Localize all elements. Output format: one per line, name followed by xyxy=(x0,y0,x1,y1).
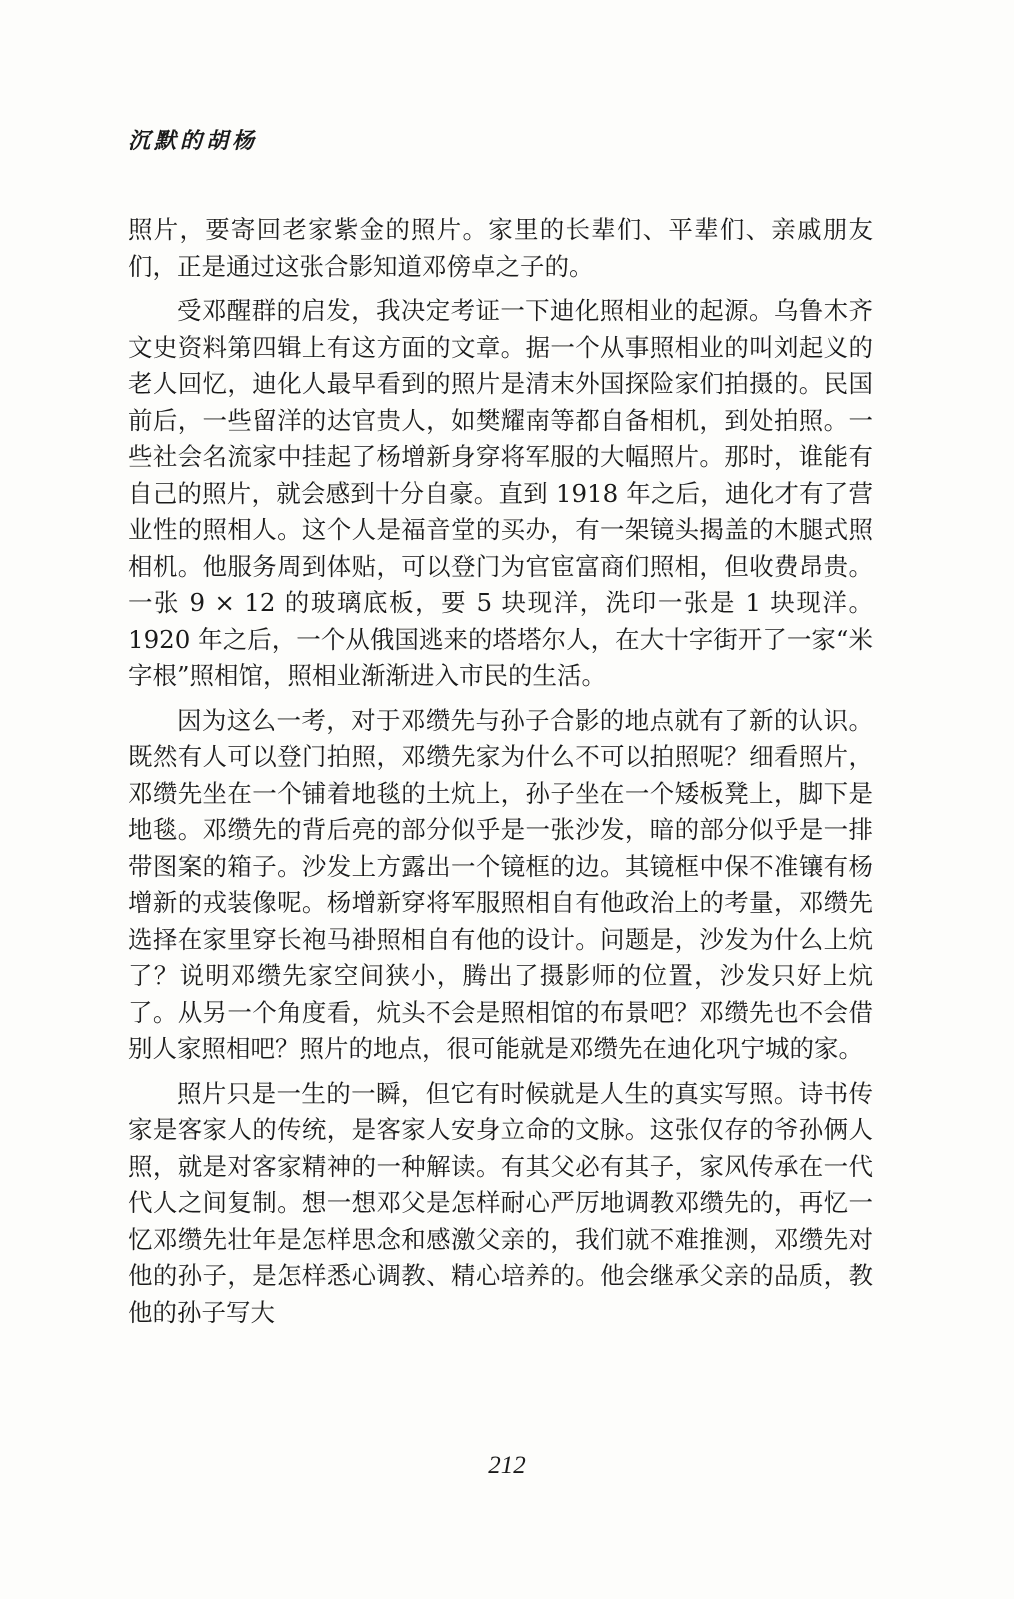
paragraph: 因为这么一考，对于邓缵先与孙子合影的地点就有了新的认识。既然有人可以登门拍照，邓缵先家为什么不可以拍照呢？细看照片，邓缵先坐在一个铺着地毯的土炕上，孙子坐在一个矮板凳上，脚下是地毯。邓缵先的背后亮的部分似乎是一张沙发，暗的部分似乎是一排带图案的箱子。沙发上方露出一个镜框的边。其镜框中保不准镶有杨增新的戎装像呢。杨增新穿将军服照相自有他政治上的考量，邓缵先选择在家里穿长袍马褂照相自有他的设计。问题是，沙发为什么上炕了？说明邓缵先家空间狭小，腾出了摄影师的位置，沙发只好上炕了。从另一个角度看，炕头不会是照相馆的布景吧？邓缵先也不会借别人家照相吧？照片的地点，很可能就是邓缵先在迪化巩宁城的家。 xyxy=(128,705,873,1063)
paragraph: 受邓醒群的启发，我决定考证一下迪化照相业的起源。乌鲁木齐文史资料第四辑上有这方面的文章。据一个从事照相业的叫刘起义的老人回忆，迪化人最早看到的照片是清末外国探险家们拍摄的。民国前后，一些留洋的达官贵人，如樊耀南等都自备相机，到处拍照。一些社会名流家中挂起了杨增新身穿将军服的大幅照片。那时，谁能有自己的照片，就会感到十分自豪。直到 1918 年之后，迪化才有了营业性的照相人。这个人是福音堂的买办，有一架镜头揭盖的木腿式照相机。他服务周到体贴，可以登门为官宦富商们照相，但收费昂贵。一张 9 × 12 的玻璃底板，要 5 块现洋，洗印一张是 1 块现洋。1920 年之后，一个从俄国逃来的塔塔尔人，在大十字街开了一家“米字根”照相馆，照相业渐渐进入市民的生活。 xyxy=(128,296,873,690)
paragraph-continued: 照片，要寄回老家紫金的照片。家里的长辈们、平辈们、亲戚朋友们，正是通过这张合影知道邓傍卓之子的。 xyxy=(128,215,873,281)
body-text xyxy=(128,212,873,1339)
running-header: 沉默的胡杨 xyxy=(128,128,259,154)
paragraph: 照片只是一生的一瞬，但它有时候就是人生的真实写照。诗书传家是客家人的传统，是客家人安身立命的文脉。这张仅存的爷孙俩人照，就是对客家精神的一种解读。有其父必有其子，家风传承在一代代人之间复制。想一想邓父是怎样耐心严厉地调教邓缵先的，再忆一忆邓缵先壮年是怎样思念和感激父亲的，我们就不难推测，邓缵先对他的孙子，是怎样悉心调教、精心培养的。他会继承父亲的品质，教他的孙子写大 xyxy=(128,1078,873,1327)
page-number: 212 xyxy=(488,1452,526,1479)
